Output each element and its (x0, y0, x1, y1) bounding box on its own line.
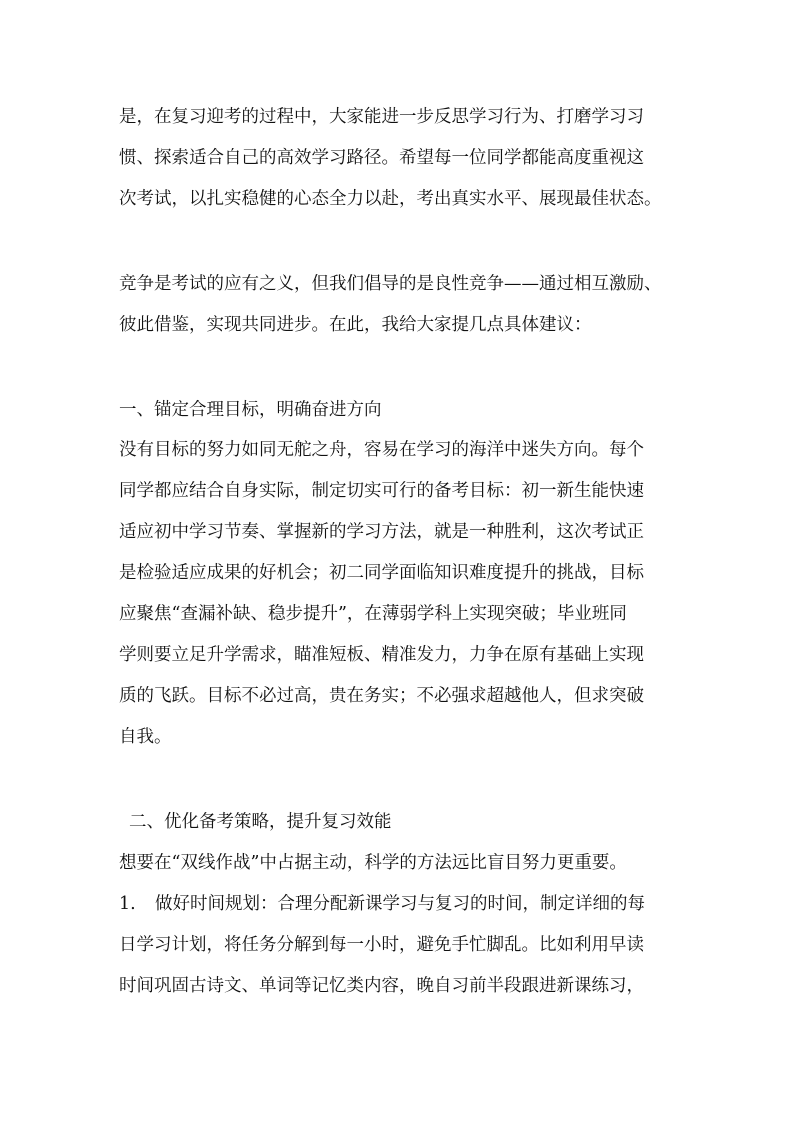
section-heading: 二、优化备考策略，提升复习效能 (129, 812, 392, 832)
paragraph-line: 学则要立足升学需求，瞄准短板、精准发力，力争在原有基础上实现 (119, 645, 644, 665)
paragraph-line: 是，在复习迎考的过程中，大家能进一步反思学习行为、打磨学习习 (119, 107, 644, 127)
paragraph-line: 应聚焦“查漏补缺、稳步提升”，在薄弱学科上实现突破；毕业班同 (119, 604, 627, 624)
paragraph-line: 惯、探索适合自己的高效学习路径。希望每一位同学都能高度重视这 (119, 148, 644, 168)
paragraph-line: 质的飞跃。目标不必过高，贵在务实；不必强求超越他人，但求突破 (119, 686, 644, 706)
paragraph-line: 彼此借鉴，实现共同进步。在此，我给大家提几点具体建议： (119, 315, 592, 335)
paragraph-line: 时间巩固古诗文、单词等记忆类内容，晚自习前半段跟进新课练习， (119, 976, 644, 996)
paragraph-line: 同学都应结合自身实际，制定切实可行的备考目标：初一新生能快速 (119, 481, 644, 501)
paragraph-line: 竞争是考试的应有之义，但我们倡导的是良性竞争——通过相互激励、 (119, 274, 662, 294)
paragraph-line: 是检验适应成果的好机会；初二同学面临知识难度提升的挑战，目标 (119, 563, 644, 583)
section-heading: 一、锚定合理目标，明确奋进方向 (119, 400, 382, 420)
list-item (119, 892, 645, 916)
paragraph-line: 适应初中学习节奏、掌握新的学习方法，就是一种胜利，这次考试正 (119, 522, 644, 542)
list-number: 1. (119, 894, 136, 914)
list-item-text: 做好时间规划：合理分配新课学习与复习的时间，制定详细的每 (155, 894, 645, 914)
paragraph-line: 次考试，以扎实稳健的心态全力以赴，考出真实水平、展现最佳状态。 (119, 189, 662, 209)
paragraph-line: 想要在“双线作战”中占据主动，科学的方法远比盲目努力更重要。 (119, 853, 627, 873)
paragraph-line: 没有目标的努力如同无舵之舟，容易在学习的海洋中迷失方向。每个 (119, 440, 644, 460)
paragraph-line: 日学习计划，将任务分解到每一小时，避免手忙脚乱。比如利用早读 (119, 935, 644, 955)
paragraph-line: 自我。 (119, 727, 172, 747)
